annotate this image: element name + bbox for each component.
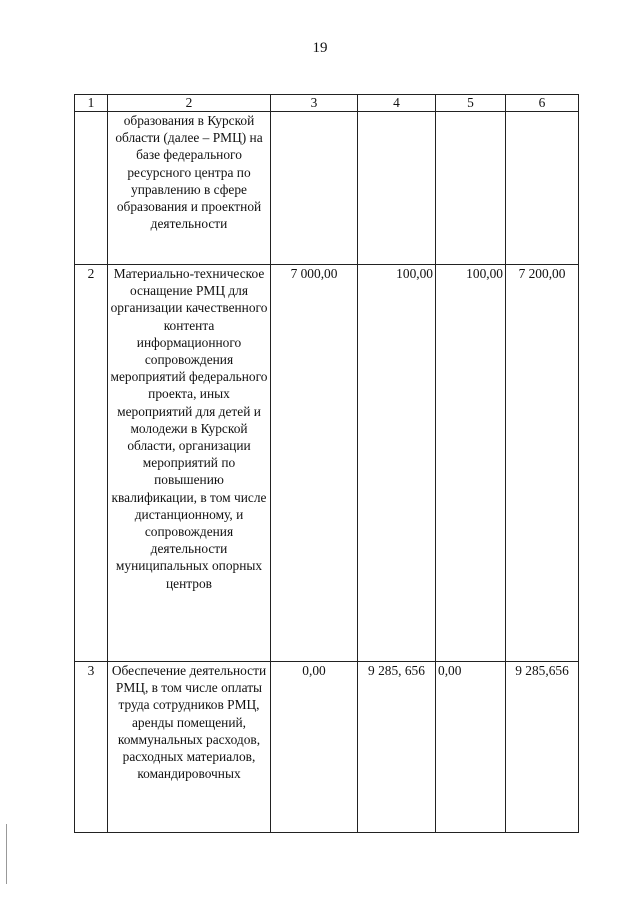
header-cell: 4	[358, 95, 436, 112]
page-number: 19	[312, 40, 328, 56]
header-cell: 3	[271, 95, 358, 112]
cell-col3	[271, 112, 358, 265]
cell-col5	[436, 112, 506, 265]
cell-col4	[358, 112, 436, 265]
cell-col4: 100,00	[358, 265, 436, 662]
row-description: Обеспечение деятельности РМЦ, в том числе оплаты труда сотрудников РМЦ, аренды помещений, коммунальных расходов, расходных материалов, командировочных	[108, 662, 271, 833]
row-number	[75, 112, 108, 265]
cell-col4: 9 285, 656	[358, 662, 436, 833]
table-row	[75, 265, 579, 662]
cell-col3: 0,00	[271, 662, 358, 833]
header-cell: 2	[108, 95, 271, 112]
cell-col6: 9 285,656	[506, 662, 579, 833]
table-row	[75, 112, 579, 265]
budget-table	[74, 94, 579, 833]
header-cell: 1	[75, 95, 108, 112]
header-cell: 5	[436, 95, 506, 112]
cell-col3: 7 000,00	[271, 265, 358, 662]
table-row	[75, 662, 579, 833]
table-header-row	[75, 95, 579, 112]
cell-col5: 0,00	[436, 662, 506, 833]
row-number: 2	[75, 265, 108, 662]
row-description: Материально-техническое оснащение РМЦ для организации качественного контента информационного сопровождения мероприятий федерального проекта, иных мероприятий для детей и молодежи в Курской области, организации мероприятий по повышению квалификации, в том числе дистанционному, и сопровождения деятельности муниципальных опорных центров	[108, 265, 271, 662]
row-description: образования в Курской области (далее – РМЦ) на базе федерального ресурсного центра по управлению в сфере образования и проектной деятельности	[108, 112, 271, 265]
cell-col6	[506, 112, 579, 265]
scan-margin-line	[6, 824, 7, 884]
header-cell: 6	[506, 95, 579, 112]
cell-col6: 7 200,00	[506, 265, 579, 662]
row-number: 3	[75, 662, 108, 833]
cell-col5: 100,00	[436, 265, 506, 662]
